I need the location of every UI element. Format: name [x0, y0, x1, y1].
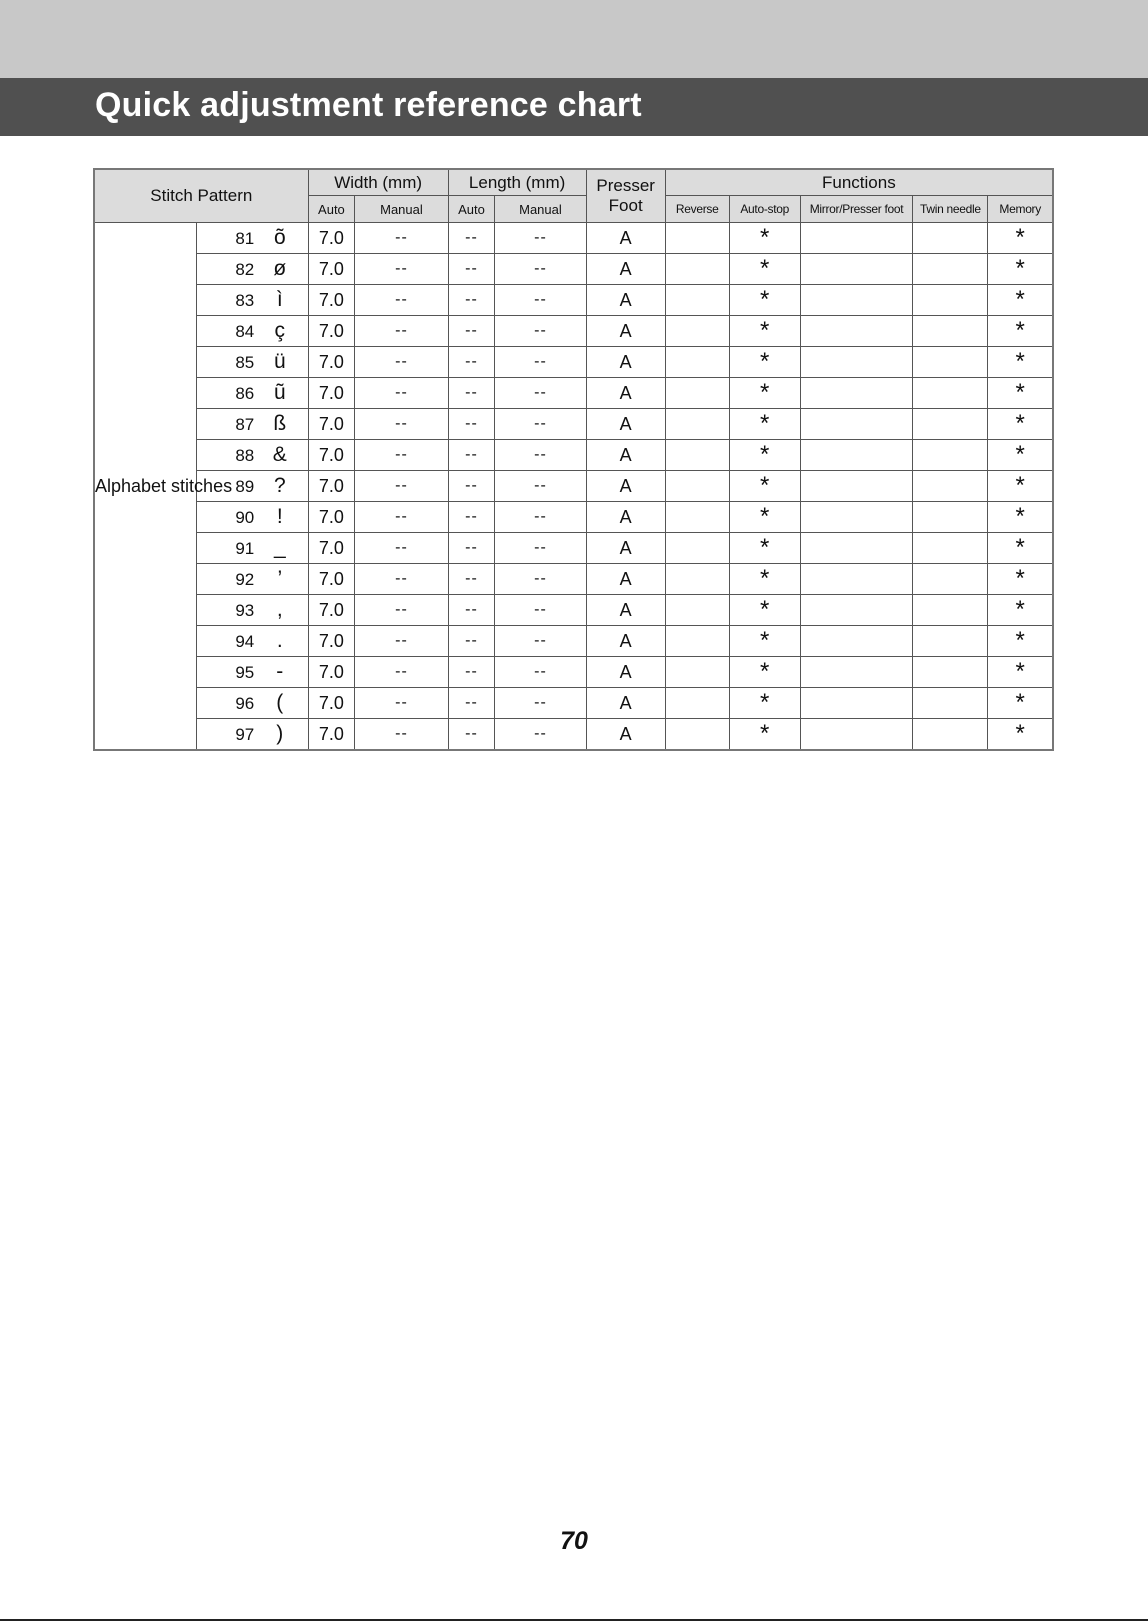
length-auto-cell: --	[448, 502, 495, 533]
pattern-number: 85	[235, 353, 255, 372]
pattern-symbol: !	[276, 505, 283, 528]
memory-cell: *	[988, 223, 1053, 254]
twin-needle-cell	[913, 657, 988, 688]
length-auto-cell: --	[448, 688, 495, 719]
table-row	[94, 409, 1053, 440]
mirror-cell	[800, 409, 913, 440]
memory-cell: *	[988, 595, 1053, 626]
table-body	[94, 223, 1053, 751]
length-auto-cell: --	[448, 626, 495, 657]
pattern-number: 96	[235, 694, 255, 713]
pattern-cell	[196, 533, 308, 564]
pattern-symbol: ç	[274, 319, 286, 342]
twin-needle-cell	[913, 223, 988, 254]
twin-needle-cell	[913, 688, 988, 719]
twin-needle-cell	[913, 471, 988, 502]
reverse-cell	[665, 502, 729, 533]
reverse-cell	[665, 688, 729, 719]
length-auto-cell: --	[448, 347, 495, 378]
mirror-cell	[800, 471, 913, 502]
title-bar	[0, 78, 1148, 136]
width-manual-cell: --	[355, 471, 448, 502]
width-manual-cell: --	[355, 285, 448, 316]
table-row	[94, 626, 1053, 657]
pattern-cell	[196, 719, 308, 751]
memory-cell: *	[988, 254, 1053, 285]
header-mirror-presser-foot: Mirror/Presser foot	[800, 196, 913, 223]
reverse-cell	[665, 533, 729, 564]
pattern-number: 93	[235, 601, 255, 620]
pattern-number: 91	[235, 539, 255, 558]
length-manual-cell: --	[495, 347, 586, 378]
width-manual-cell: --	[355, 626, 448, 657]
memory-cell: *	[988, 688, 1053, 719]
width-auto-cell: 7.0	[308, 688, 355, 719]
table-row	[94, 378, 1053, 409]
reverse-cell	[665, 657, 729, 688]
reverse-cell	[665, 409, 729, 440]
length-manual-cell: --	[495, 378, 586, 409]
width-auto-cell: 7.0	[308, 409, 355, 440]
auto-stop-cell: *	[729, 440, 800, 471]
presser-foot-cell: A	[586, 347, 665, 378]
header-width: Width (mm)	[308, 169, 448, 196]
pattern-number: 90	[235, 508, 255, 527]
length-manual-cell: --	[495, 223, 586, 254]
pattern-number: 83	[235, 291, 255, 310]
twin-needle-cell	[913, 440, 988, 471]
reverse-cell	[665, 285, 729, 316]
auto-stop-cell: *	[729, 564, 800, 595]
memory-cell: *	[988, 502, 1053, 533]
pattern-number: 81	[235, 229, 255, 248]
header-length: Length (mm)	[448, 169, 586, 196]
pattern-symbol: ß	[273, 412, 287, 435]
auto-stop-cell: *	[729, 254, 800, 285]
header-functions: Functions	[665, 169, 1053, 196]
header-twin-needle: Twin needle	[913, 196, 988, 223]
reverse-cell	[665, 347, 729, 378]
table-row	[94, 564, 1053, 595]
auto-stop-cell: *	[729, 626, 800, 657]
auto-stop-cell: *	[729, 378, 800, 409]
presser-foot-cell: A	[586, 223, 665, 254]
length-auto-cell: --	[448, 223, 495, 254]
width-manual-cell: --	[355, 409, 448, 440]
header-presser-foot: Presser Foot	[586, 169, 665, 223]
twin-needle-cell	[913, 347, 988, 378]
auto-stop-cell: *	[729, 595, 800, 626]
table-row	[94, 502, 1053, 533]
presser-foot-cell: A	[586, 564, 665, 595]
pattern-number: 88	[235, 446, 255, 465]
auto-stop-cell: *	[729, 409, 800, 440]
presser-foot-cell: A	[586, 409, 665, 440]
reverse-cell	[665, 316, 729, 347]
page-top-band	[0, 0, 1148, 78]
presser-foot-cell: A	[586, 688, 665, 719]
pattern-number: 86	[235, 384, 255, 403]
auto-stop-cell: *	[729, 502, 800, 533]
length-manual-cell: --	[495, 657, 586, 688]
pattern-number: 97	[235, 725, 255, 744]
width-auto-cell: 7.0	[308, 223, 355, 254]
width-auto-cell: 7.0	[308, 533, 355, 564]
reverse-cell	[665, 378, 729, 409]
header-stitch-pattern: Stitch Pattern	[94, 169, 308, 223]
pattern-symbol: ?	[273, 474, 286, 497]
mirror-cell	[800, 719, 913, 751]
presser-foot-cell: A	[586, 533, 665, 564]
width-auto-cell: 7.0	[308, 719, 355, 751]
width-manual-cell: --	[355, 564, 448, 595]
reverse-cell	[665, 626, 729, 657]
pattern-cell	[196, 378, 308, 409]
mirror-cell	[800, 285, 913, 316]
pattern-symbol: _	[273, 536, 286, 559]
pattern-symbol: -	[276, 660, 284, 683]
width-manual-cell: --	[355, 657, 448, 688]
presser-foot-cell: A	[586, 502, 665, 533]
page-number: 70	[560, 1527, 588, 1555]
length-manual-cell: --	[495, 440, 586, 471]
length-auto-cell: --	[448, 533, 495, 564]
pattern-symbol: ’	[277, 567, 283, 590]
presser-foot-cell: A	[586, 471, 665, 502]
twin-needle-cell	[913, 378, 988, 409]
width-auto-cell: 7.0	[308, 657, 355, 688]
pattern-symbol: ü	[273, 350, 286, 373]
pattern-symbol: ø	[273, 257, 287, 280]
width-manual-cell: --	[355, 316, 448, 347]
width-auto-cell: 7.0	[308, 595, 355, 626]
width-auto-cell: 7.0	[308, 285, 355, 316]
pattern-number: 94	[235, 632, 255, 651]
table-row	[94, 719, 1053, 751]
presser-foot-cell: A	[586, 440, 665, 471]
memory-cell: *	[988, 564, 1053, 595]
pattern-number: 95	[235, 663, 255, 682]
twin-needle-cell	[913, 254, 988, 285]
table-row	[94, 595, 1053, 626]
memory-cell: *	[988, 657, 1053, 688]
reverse-cell	[665, 471, 729, 502]
length-auto-cell: --	[448, 254, 495, 285]
table-row	[94, 285, 1053, 316]
reverse-cell	[665, 254, 729, 285]
table-row	[94, 533, 1053, 564]
pattern-symbol: )	[276, 722, 284, 745]
memory-cell: *	[988, 347, 1053, 378]
table-row	[94, 316, 1053, 347]
header-reverse: Reverse	[665, 196, 729, 223]
length-auto-cell: --	[448, 657, 495, 688]
table-row	[94, 688, 1053, 719]
presser-foot-cell: A	[586, 657, 665, 688]
pattern-number: 87	[235, 415, 255, 434]
width-manual-cell: --	[355, 254, 448, 285]
pattern-symbol: .	[276, 629, 283, 652]
width-manual-cell: --	[355, 378, 448, 409]
table-row	[94, 657, 1053, 688]
pattern-cell	[196, 688, 308, 719]
mirror-cell	[800, 626, 913, 657]
reverse-cell	[665, 595, 729, 626]
mirror-cell	[800, 347, 913, 378]
memory-cell: *	[988, 316, 1053, 347]
width-auto-cell: 7.0	[308, 254, 355, 285]
pattern-cell	[196, 440, 308, 471]
mirror-cell	[800, 533, 913, 564]
reverse-cell	[665, 223, 729, 254]
memory-cell: *	[988, 533, 1053, 564]
length-manual-cell: --	[495, 254, 586, 285]
pattern-symbol: ì	[276, 288, 283, 311]
pattern-cell	[196, 223, 308, 254]
mirror-cell	[800, 254, 913, 285]
auto-stop-cell: *	[729, 316, 800, 347]
pattern-cell	[196, 564, 308, 595]
page-title: Quick adjustment reference chart	[95, 86, 642, 124]
reverse-cell	[665, 564, 729, 595]
width-auto-cell: 7.0	[308, 502, 355, 533]
table-row	[94, 254, 1053, 285]
table-row	[94, 347, 1053, 378]
auto-stop-cell: *	[729, 223, 800, 254]
memory-cell: *	[988, 285, 1053, 316]
length-manual-cell: --	[495, 626, 586, 657]
pattern-cell	[196, 657, 308, 688]
width-manual-cell: --	[355, 533, 448, 564]
length-auto-cell: --	[448, 595, 495, 626]
memory-cell: *	[988, 471, 1053, 502]
auto-stop-cell: *	[729, 285, 800, 316]
memory-cell: *	[988, 409, 1053, 440]
mirror-cell	[800, 440, 913, 471]
width-manual-cell: --	[355, 502, 448, 533]
pattern-number: 82	[235, 260, 255, 279]
table-header	[94, 169, 1053, 223]
pattern-cell	[196, 595, 308, 626]
width-auto-cell: 7.0	[308, 440, 355, 471]
twin-needle-cell	[913, 719, 988, 751]
width-manual-cell: --	[355, 688, 448, 719]
width-auto-cell: 7.0	[308, 347, 355, 378]
mirror-cell	[800, 502, 913, 533]
presser-foot-cell: A	[586, 254, 665, 285]
length-auto-cell: --	[448, 719, 495, 751]
mirror-cell	[800, 223, 913, 254]
mirror-cell	[800, 595, 913, 626]
auto-stop-cell: *	[729, 657, 800, 688]
header-length-auto: Auto	[448, 196, 495, 223]
pattern-cell	[196, 626, 308, 657]
header-auto-stop: Auto-stop	[729, 196, 800, 223]
twin-needle-cell	[913, 316, 988, 347]
pattern-cell	[196, 502, 308, 533]
mirror-cell	[800, 378, 913, 409]
auto-stop-cell: *	[729, 471, 800, 502]
length-auto-cell: --	[448, 285, 495, 316]
length-manual-cell: --	[495, 471, 586, 502]
twin-needle-cell	[913, 564, 988, 595]
reference-table	[93, 168, 1054, 751]
length-auto-cell: --	[448, 564, 495, 595]
twin-needle-cell	[913, 595, 988, 626]
header-width-auto: Auto	[308, 196, 355, 223]
table-row	[94, 471, 1053, 502]
mirror-cell	[800, 657, 913, 688]
memory-cell: *	[988, 440, 1053, 471]
presser-foot-cell: A	[586, 626, 665, 657]
presser-foot-cell: A	[586, 595, 665, 626]
width-manual-cell: --	[355, 223, 448, 254]
group-label-alphabet-stitches: Alphabet stitches	[94, 223, 196, 751]
pattern-cell	[196, 254, 308, 285]
mirror-cell	[800, 316, 913, 347]
twin-needle-cell	[913, 533, 988, 564]
header-width-manual: Manual	[355, 196, 448, 223]
width-auto-cell: 7.0	[308, 471, 355, 502]
header-length-manual: Manual	[495, 196, 586, 223]
length-manual-cell: --	[495, 285, 586, 316]
twin-needle-cell	[913, 626, 988, 657]
pattern-symbol: ,	[276, 598, 283, 621]
pattern-number: 92	[235, 570, 255, 589]
auto-stop-cell: *	[729, 719, 800, 751]
length-auto-cell: --	[448, 378, 495, 409]
length-manual-cell: --	[495, 409, 586, 440]
presser-foot-cell: A	[586, 316, 665, 347]
pattern-cell	[196, 409, 308, 440]
auto-stop-cell: *	[729, 347, 800, 378]
width-manual-cell: --	[355, 440, 448, 471]
twin-needle-cell	[913, 285, 988, 316]
length-manual-cell: --	[495, 688, 586, 719]
width-manual-cell: --	[355, 347, 448, 378]
reverse-cell	[665, 440, 729, 471]
pattern-number: 89	[235, 477, 255, 496]
length-auto-cell: --	[448, 471, 495, 502]
twin-needle-cell	[913, 502, 988, 533]
length-manual-cell: --	[495, 564, 586, 595]
header-memory: Memory	[988, 196, 1053, 223]
auto-stop-cell: *	[729, 533, 800, 564]
table-row	[94, 223, 1053, 254]
pattern-symbol: ũ	[273, 381, 286, 404]
length-auto-cell: --	[448, 440, 495, 471]
width-manual-cell: --	[355, 595, 448, 626]
pattern-number: 84	[235, 322, 255, 341]
length-manual-cell: --	[495, 533, 586, 564]
length-auto-cell: --	[448, 409, 495, 440]
length-manual-cell: --	[495, 719, 586, 751]
pattern-symbol: õ	[273, 226, 286, 249]
presser-foot-cell: A	[586, 378, 665, 409]
table-row	[94, 440, 1053, 471]
length-manual-cell: --	[495, 316, 586, 347]
length-auto-cell: --	[448, 316, 495, 347]
memory-cell: *	[988, 378, 1053, 409]
auto-stop-cell: *	[729, 688, 800, 719]
pattern-cell	[196, 316, 308, 347]
mirror-cell	[800, 564, 913, 595]
width-auto-cell: 7.0	[308, 316, 355, 347]
width-auto-cell: 7.0	[308, 564, 355, 595]
pattern-cell	[196, 347, 308, 378]
presser-foot-cell: A	[586, 719, 665, 751]
pattern-cell	[196, 285, 308, 316]
pattern-symbol: &	[272, 443, 287, 466]
reverse-cell	[665, 719, 729, 751]
length-manual-cell: --	[495, 595, 586, 626]
memory-cell: *	[988, 719, 1053, 751]
width-manual-cell: --	[355, 719, 448, 751]
mirror-cell	[800, 688, 913, 719]
twin-needle-cell	[913, 409, 988, 440]
width-auto-cell: 7.0	[308, 378, 355, 409]
length-manual-cell: --	[495, 502, 586, 533]
memory-cell: *	[988, 626, 1053, 657]
presser-foot-cell: A	[586, 285, 665, 316]
pattern-symbol: (	[276, 691, 284, 714]
pattern-cell	[196, 471, 308, 502]
width-auto-cell: 7.0	[308, 626, 355, 657]
